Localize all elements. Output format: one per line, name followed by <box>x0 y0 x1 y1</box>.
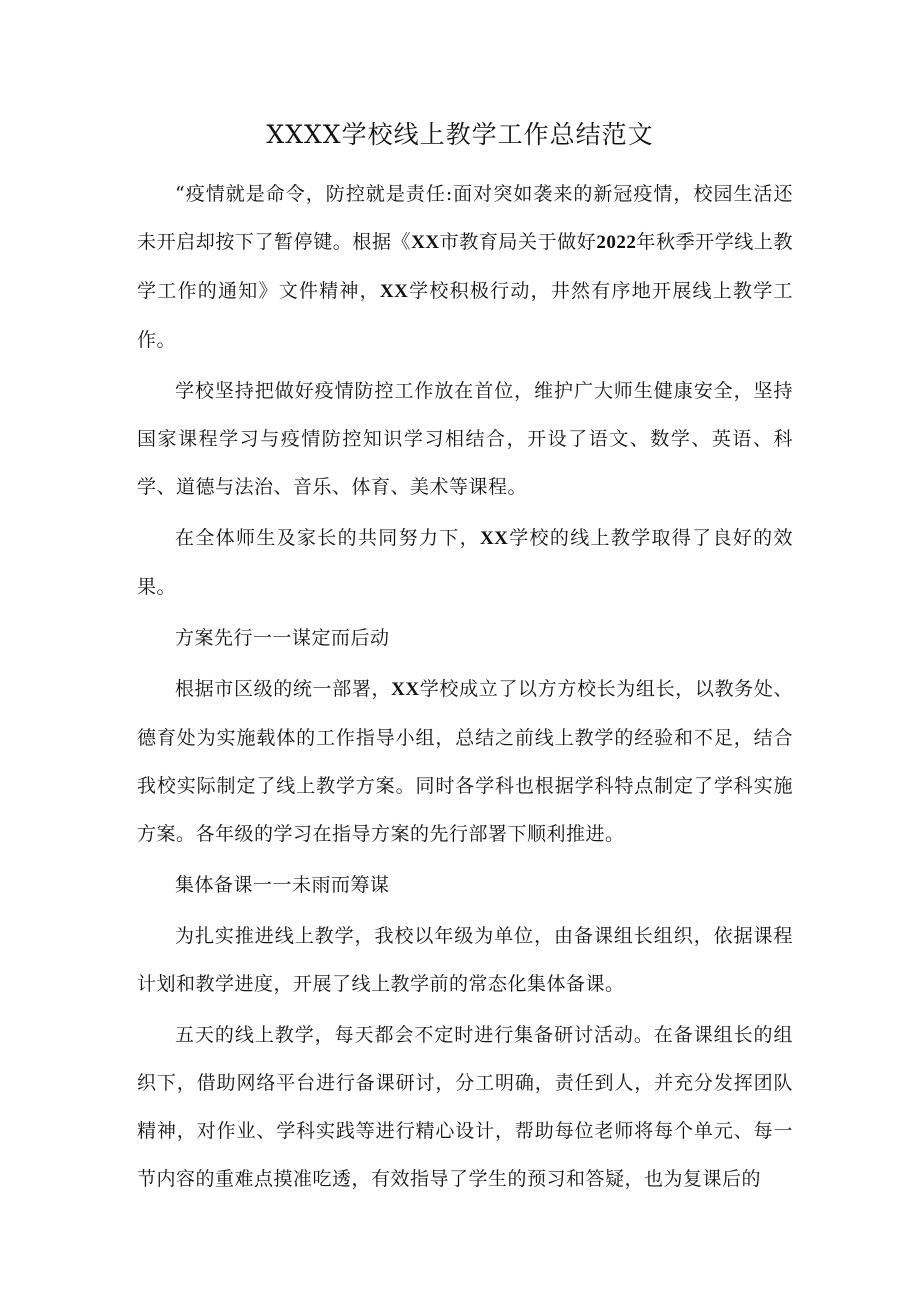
paragraph-results: 在全体师生及家长的共同努力下，XX学校的线上教学取得了良好的效果。 <box>137 527 793 598</box>
section-heading-plan: 方案先行一一谋定而后动 <box>175 627 390 649</box>
paragraph-courses: 学校坚持把做好疫情防控工作放在首位，维护广大师生健康安全，坚持国家课程学习与疫情防控知识学习相结合，开设了语文、数学、英语、科学、道德与法治、音乐、体育、美术等课程。 <box>137 380 793 498</box>
paragraph-five-days: 五天的线上教学，每天都会不定时进行集备研讨活动。在备课组长的组织下，借助网络平台进行备课研讨，分工明确，责任到人，并充分发挥团队精神，对作业、学科实践等进行精心设计，帮助每位老师将每个单元、每一节内容的重难点摸准吃透，有效指导了学生的预习和答疑，也为复课后的 <box>137 1024 793 1190</box>
document-body <box>137 170 793 1206</box>
paragraph-intro: “疫情就是命令，防控就是责任:面对突如袭来的新冠疫情，校园生活还未开启却按下了暂停键。根据《XX市教育局关于做好2022年秋季开学线上教学工作的通知》文件精神，XX学校积极行动，井然有序地开展线上教学工作。 <box>137 183 793 351</box>
document-title: XXXX学校线上教学工作总结范文 <box>266 120 654 149</box>
section-heading-lesson-prep: 集体备课一一未雨而筹谋 <box>175 874 390 896</box>
paragraph-lesson-prep: 为扎实推进线上教学，我校以年级为单位，由备课组长组织，依据课程计划和教学进度，开展了线上教学前的常态化集体备课。 <box>137 925 793 995</box>
paragraph-plan: 根据市区级的统一部署，XX学校成立了以方方校长为组长，以教务处、德育处为实施载体的工作指导小组，总结之前线上教学的经验和不足，结合我校实际制定了线上教学方案。同时各学科也根据学科特点制定了学科实施方案。各年级的学习在指导方案的先行部署下顺利推进。 <box>137 678 793 845</box>
